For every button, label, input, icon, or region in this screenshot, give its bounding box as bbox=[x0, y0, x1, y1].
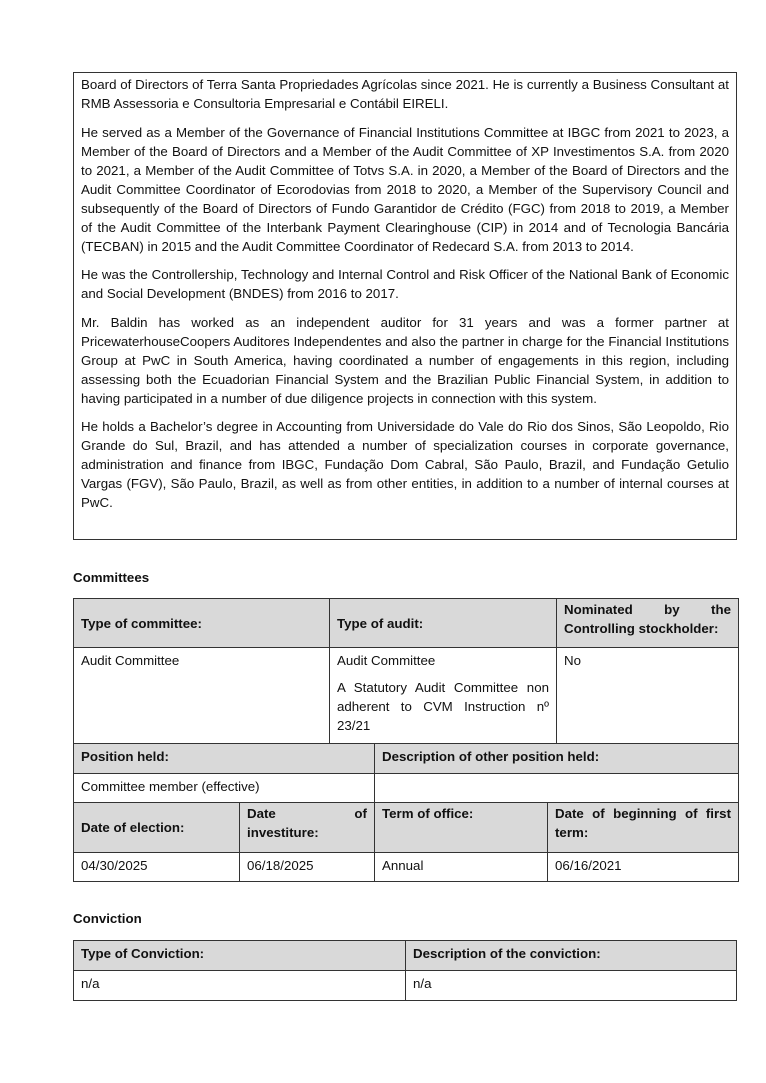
conviction-description-value: n/a bbox=[405, 970, 737, 1001]
date-of-election-label: Date of election: bbox=[73, 802, 240, 853]
date-of-election-value: 04/30/2025 bbox=[73, 852, 240, 882]
term-of-office-label: Term of office: bbox=[374, 802, 548, 853]
type-of-audit-detail: A Statutory Audit Committee non adherent to CVM Instruction nº 23/21 bbox=[337, 680, 549, 733]
date-of-investiture-label: Date of investiture: bbox=[239, 802, 375, 853]
other-position-label: Description of other position held: bbox=[374, 743, 739, 774]
bio-paragraph: He was the Controllership, Technology and Internal Control and Risk Officer of the National Bank of Economic and Social Development (BNDES) from 2016 to 2017. bbox=[81, 267, 729, 301]
type-of-committee-label: Type of committee: bbox=[73, 598, 330, 648]
first-term-label: Date of beginning of first term: bbox=[547, 802, 739, 853]
conviction-description-label: Description of the conviction: bbox=[405, 940, 737, 971]
conviction-heading: Conviction bbox=[73, 911, 142, 926]
position-held-value: Committee member (effective) bbox=[73, 773, 375, 803]
first-term-value: 06/16/2021 bbox=[547, 852, 739, 882]
other-position-value bbox=[374, 773, 739, 803]
type-of-audit-label: Type of audit: bbox=[329, 598, 557, 648]
bio-paragraph: He holds a Bachelor’s degree in Accounting from Universidade do Vale do Rio dos Sinos, São Leopoldo, Rio Grande do Sul, Brazil, and has attended a number of specialization courses in corporate governance, administration and finance from IBGC, Fundação Dom Cabral, São Paulo, Brazil, and Fundação Getulio Vargas (FGV), São Paulo, Brazil, as well as from other entities, in addition to a number of internal courses at PwC. bbox=[81, 419, 729, 510]
conviction-type-value: n/a bbox=[73, 970, 406, 1001]
committees-heading: Committees bbox=[73, 570, 150, 585]
type-of-committee-value: Audit Committee bbox=[73, 647, 330, 744]
date-of-investiture-value: 06/18/2025 bbox=[239, 852, 375, 882]
bio-paragraph: Board of Directors of Terra Santa Propriedades Agrícolas since 2021. He is currently a Business Consultant at RMB Assessoria e Consultoria Empresarial e Contábil EIRELI. bbox=[81, 77, 729, 111]
nominated-label: Nominated by the Controlling stockholder: bbox=[556, 598, 739, 648]
biography-box bbox=[73, 72, 737, 540]
nominated-value: No bbox=[556, 647, 739, 744]
bio-paragraph: Mr. Baldin has worked as an independent auditor for 31 years and was a former partner at PricewaterhouseCoopers Auditores Independentes and also the partner in charge for the Financial Institutions Group at PwC in South America, having coordinated a number of engagements in this region, including assessing both the Ecuadorian Financial System and the Brazilian Public Financial System, in addition to having participated in a number of due diligence projects in connection with this system. bbox=[81, 314, 729, 406]
conviction-type-label: Type of Conviction: bbox=[73, 940, 406, 971]
term-of-office-value: Annual bbox=[374, 852, 548, 882]
bio-paragraph: He served as a Member of the Governance of Financial Institutions Committee at IBGC from 2021 to 2023, a Member of the Board of Directors and a Member of the Audit Committee of XP Investimentos S.A. from 2020 to 2021, a Member of the Audit Committee of Totvs S.A. in 2020, a Member of the Board of Directors and the Audit Committee Coordinator of Ecorodovias from 2018 to 2020, a Member of the Supervisory Council and subsequently of the Board of Directors of Fundo Garantidor de Crédito (FGC) from 2018 to 2019, a Member of the Audit Committee of the Interbank Payment Clearinghouse (CIP) in 2014 and of Tecnologia Bancária (TECBAN) in 2015 and the Audit Committee Coordinator of Redecard S.A. from 2013 to 2014. bbox=[81, 124, 729, 254]
type-of-audit-text: Audit Committee bbox=[337, 653, 436, 668]
type-of-audit-value bbox=[329, 647, 557, 744]
position-held-label: Position held: bbox=[73, 743, 375, 774]
